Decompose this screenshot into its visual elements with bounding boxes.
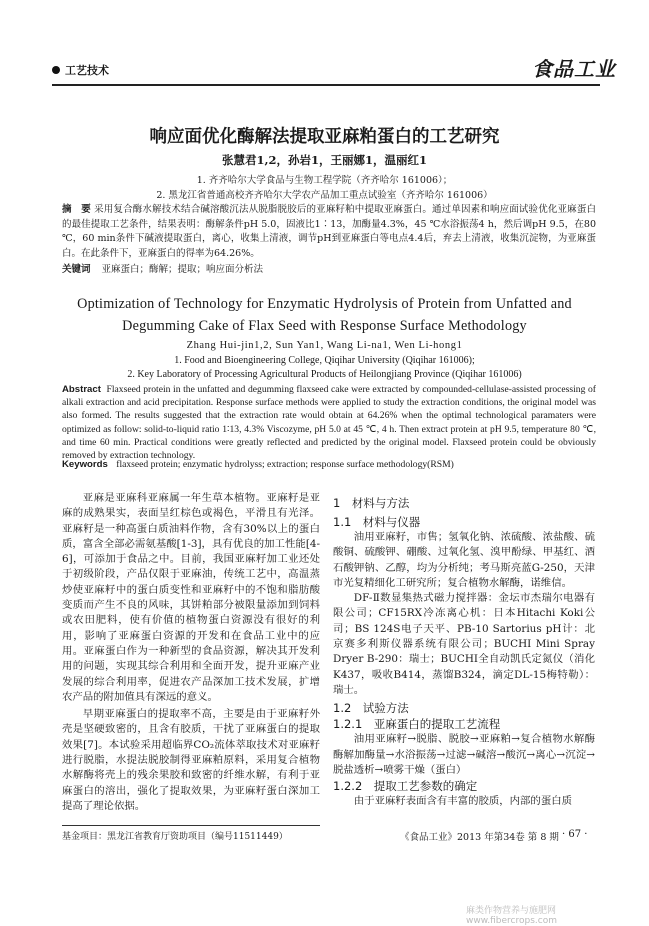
- affiliation-en-1: 1. Food and Bioengineering College, Qiqihar University (Qiqihar 161006);: [174, 355, 475, 366]
- abstract-en-label: Abstract: [62, 384, 101, 395]
- keywords-zh-text: 亚麻蛋白；酶解；提取；响应面分析法: [101, 264, 264, 275]
- intro-paragraph-2: 早期亚麻蛋白的提取率不高，主要是由于亚麻籽外壳是坚硬致密的，且含有胶质，干扰了亚麻蛋白的提取效果[7]。本试验采用超临界CO₂流体萃取技术对亚麻籽进行脱脂，水提法脱胶制得亚麻粕原料，采用复合植物水解酶将壳上的残余果胶和致密的纤维水解，有利于亚麻蛋白的溶出，强化了提取效果，为亚麻籽蛋白深加工提高了理论依据。: [62, 708, 320, 812]
- section-heading-1: 1 材料与方法: [333, 496, 410, 510]
- abstract-zh-text: 采用复合酶水解技术结合碱溶酸沉法从脱脂脱胶后的亚麻籽粕中提取亚麻蛋白。通过单因素和响应面试验优化亚麻蛋白的最佳提取工艺条件，结果表明：酶解条件pH 5.0，固液比1∶13，加酶量4.3%，45 ℃水浴振荡4 h，然后调pH 9.5，在80 ℃，60 min条件下碱液提取蛋白，离心，收集上清液，调节pH到亚麻蛋白等电点4.4后，弃去上清液，收集沉淀物，为亚麻蛋白。在此条件下，亚麻蛋白的得率为64.26%。: [62, 204, 596, 259]
- bullet-icon: [52, 66, 60, 74]
- abstract-zh-label: 摘 要: [62, 204, 91, 215]
- footnote: 基金项目：黑龙江省教育厅资助项目（编号11511449）: [62, 832, 288, 842]
- keywords-en-label: Keywords: [62, 459, 108, 470]
- section-tag: [52, 62, 109, 78]
- abstract-zh: [62, 203, 596, 261]
- abstract-en: [62, 383, 596, 462]
- process-flow: 油用亚麻籽→脱脂、脱胶→亚麻粕→复合植物水解酶酶解加酶量→水浴振荡→过滤→碱溶→酸沉→离心→沉淀→脱盐透析→喷雾干燥（蛋白）: [333, 733, 595, 776]
- section-heading-1-2-1: 1.2.1 亚麻蛋白的提取工艺流程: [333, 717, 501, 732]
- parameters-paragraph: 由于亚麻籽表面含有丰富的胶质，内部的蛋白质: [353, 795, 572, 808]
- section-heading-1-1: 1.1 材料与仪器: [333, 515, 421, 529]
- page-number: · 67 ·: [562, 829, 588, 840]
- affiliation-en-2: 2. Key Laboratory of Processing Agricultural Products of Heilongjiang Province (Qiqihar 161006): [127, 369, 522, 380]
- title-en-line2: Degumming Cake of Flax Seed with Response Surface Methodology: [122, 318, 527, 334]
- footer-journal: 《食品工业》2013 年第34卷 第 8 期: [400, 832, 559, 843]
- right-column: [333, 495, 595, 809]
- section-heading-1-2-2: 1.2.2 提取工艺参数的确定: [333, 779, 478, 794]
- journal-logo: 食品工业: [532, 57, 616, 81]
- authors-zh: 张慧君1,2，孙岩1，王丽娜1，温丽红1: [221, 153, 427, 167]
- title-en-line1: Optimization of Technology for Enzymatic Hydrolysis of Protein from Unfatted and: [77, 296, 572, 312]
- footnote-rule: [62, 825, 320, 826]
- left-column: [62, 491, 320, 814]
- keywords-zh-label: 关键词: [62, 264, 91, 275]
- section-label: 工艺技术: [65, 64, 109, 77]
- affiliation-zh-2: 2. 黑龙江省普通高校齐齐哈尔大学农产品加工重点试验室（齐齐哈尔 161006）: [156, 190, 493, 201]
- instruments-paragraph: DF-Ⅱ数显集热式磁力搅拌器：金坛市杰瑞尔电器有限公司；CF15RX冷冻离心机：日本Hitachi Koki公司；BS 124S电子天平、PB-10 Sartorius pH计：北京赛多利斯仪器系统有限公司；BUCHI Mini Spray Dryer B-290：瑞士；BUCHI全自动凯氏定氮仪（消化K437，吸收B414，蒸馏B324，滴定DL-15梅特勒）：瑞士。: [333, 592, 595, 696]
- keywords-zh: [62, 263, 596, 277]
- watermark: 麻类作物营养与施肥网 www.fibercrops.com: [466, 906, 557, 926]
- affiliation-zh-1: 1. 齐齐哈尔大学食品与生物工程学院（齐齐哈尔 161006）；: [196, 175, 453, 186]
- materials-paragraph: 油用亚麻籽，市售；氢氧化钠、浓硫酸、浓盐酸、硫酸铜、硫酸钾、硼酸、过氧化氢、溴甲酚绿、甲基红、酒石酸钾钠、乙醇，均为分析纯；考马斯亮蓝G-250，天津市光复精细化工研究所；复合植物水解酶，诺维信。: [333, 531, 595, 589]
- abstract-en-text: Flaxseed protein in the unfatted and degumming flaxseed cake were extracted by compounded-cellulase-assisted processing of alkali extraction and acid precipitation. Response surface methods were applied to study the extraction conditions, the original model was also formed. The results suggested that the extraction rate would obtain at 64.26% when the optimal technological paramaters were optimized as follow: solid-to-liquid ratio 1∶13, 4.3% Viscozyme, pH 5.0 at 45 ℃, 4 h. Then extract protein at pH 9.5, temperature 80 ℃, and time 60 min. Practical conditions were greatly reflected and predicted by the original model. Flaxseed protein could be obviously removed by extraction technology.: [62, 384, 596, 462]
- page-title: 响应面优化酶解法提取亚麻粕蛋白的工艺研究: [149, 127, 500, 147]
- intro-paragraph-1: 亚麻是亚麻科亚麻属一年生草本植物。亚麻籽是亚麻的成熟果实，表面呈红棕色或褐色，平滑且有光泽。亚麻籽是一种高蛋白质油料作物，含有30%以上的蛋白质，富含全部必需氨基酸[1-3]，具有优良的加工性能[4-6]，可添加于食品之中。目前，我国亚麻籽加工业还处于初级阶段，产品仅限于亚麻油，传统工艺中，高温蒸炒使亚麻籽中的蛋白质变性和亚麻籽中的不饱和脂肪酸变质而产生不良的风味，其饼粕部分被限量添加到饲料或农田肥料，使有价值的植物蛋白资源没有很好的利用，影响了亚麻蛋白资源的开发和在食品工业中的应用。亚麻蛋白作为一种新型的食品资源，解决其开发利用的问题，实现其综合利用和全面开发，提升亚麻产业发展的综合利用率，促进农产品深加工技术发展，扩增农产品的附加值具有深远的意义。: [62, 492, 320, 703]
- authors-en: Zhang Hui-jin1,2, Sun Yan1, Wang Li-na1, Wen Li-hong1: [186, 340, 463, 351]
- section-heading-1-2: 1.2 试验方法: [333, 701, 409, 716]
- keywords-en: [62, 458, 596, 471]
- keywords-en-text: flaxseed protein; enzymatic hydrolyss; extraction; response surface methodology(RSM): [116, 459, 454, 470]
- header-rule: [52, 84, 600, 86]
